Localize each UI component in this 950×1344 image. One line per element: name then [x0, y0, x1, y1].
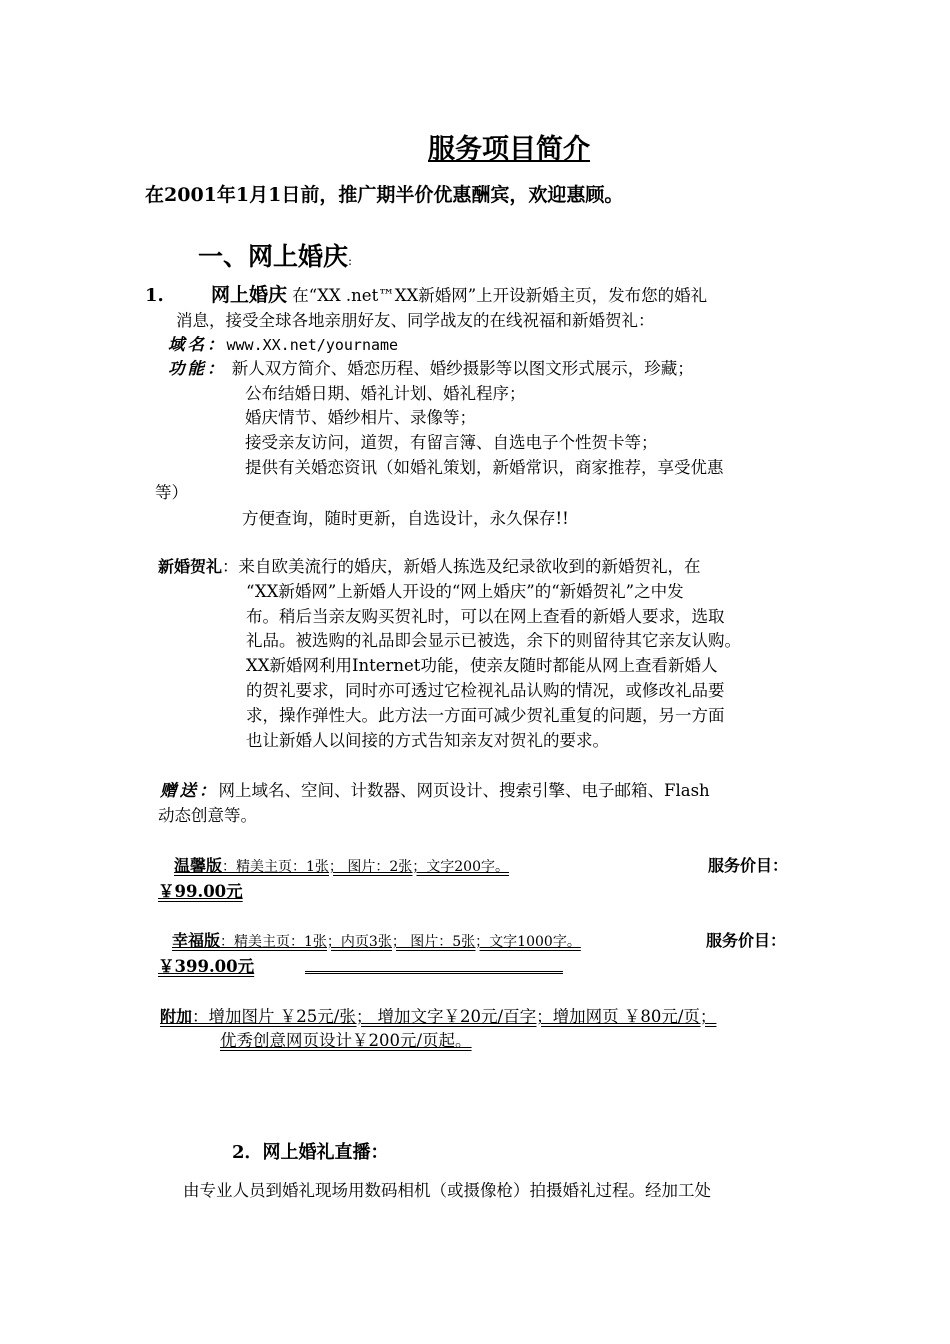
addon-line: 优秀创意网页设计￥200元/页起。: [220, 1031, 472, 1050]
gift-line: 求，操作弹性大。此方法一方面可减少贺礼重复的问题，另一方面: [246, 706, 725, 725]
addon-line: ：增加图片 ￥25元/张； 增加文字￥20元/百字；增加网页 ￥80元/页；: [192, 1007, 717, 1026]
item1-line2: 消息，接受全球各地亲朋好友、同学战友的在线祝福和新婚贺礼：: [176, 311, 655, 330]
gift-line: “XX新婚网”上新婚人开设的“网上婚庆”的“新婚贺礼”之中发: [246, 582, 684, 601]
package-warm-price: ￥99.00元: [158, 882, 243, 901]
gift-line: ：来自欧美流行的婚庆，新婚人拣选及纪录欲收到的新婚贺礼，在: [222, 557, 701, 576]
features-label: 功能：: [168, 359, 227, 378]
item1-name: 网上婚庆: [211, 284, 288, 306]
gift-label: 新婚贺礼: [158, 557, 223, 576]
features-line: 方便查询，随时更新，自选设计，永久保存!!: [242, 509, 569, 528]
promo-intro: 在2001年1月1日前，推广期半价优惠酬宾，欢迎惠顾。: [145, 184, 624, 206]
section-heading-colon: :: [348, 254, 353, 268]
addon-row: [160, 1007, 826, 1027]
features-line: 提供有关婚恋资讯（如婚礼策划，新婚常识，商家推荐，享受优惠: [245, 458, 724, 477]
bonus-line: 网上域名、空间、计数器、网页设计、搜索引擎、电子邮箱、Flash: [218, 781, 710, 800]
gift-line: 也让新婚人以间接的方式告知亲友对贺礼的要求。: [246, 731, 609, 750]
features-line: 公布结婚日期、婚礼计划、婚礼程序；: [245, 384, 526, 403]
features-line: 接受亲友访问，道贺，有留言簿、自选电子个性贺卡等；: [245, 433, 658, 452]
domain-row: [168, 335, 398, 355]
features-line: 婚庆情节、婚纱相片、录像等；: [245, 408, 476, 427]
addon-label: 附加: [160, 1007, 193, 1026]
package-happy-name: 幸福版: [172, 931, 221, 950]
page-title: 服务项目简介: [428, 134, 590, 165]
package-warm-name: 温馨版: [174, 856, 223, 875]
gift-line: 的贺礼要求，同时亦可透过它检视礼品认购的情况，或修改礼品要: [246, 681, 725, 700]
gift-line: 布。稍后当亲友购买贺礼时，可以在网上查看的新婚人要求，选取: [246, 607, 725, 626]
package-happy-row: [158, 931, 806, 952]
item1-text: 在“XX .net™XX新婚网”上开设新婚主页，发布您的婚礼: [287, 286, 708, 305]
domain-label: 域名：: [168, 335, 227, 354]
features-line: 新人双方简介、婚恋历程、婚纱摄影等以图文形式展示，珍藏；: [231, 359, 694, 378]
gift-line: XX新婚网利用Internet功能，使亲友随时都能从网上查看新婚人: [246, 656, 718, 675]
gift-line: 礼品。被选购的礼品即会显示已被选，余下的则留待其它亲友认购。: [246, 631, 741, 650]
package-warm-detail: ：精美主页：1张； 图片：2张；文字200字。: [222, 859, 510, 875]
features-row: [168, 359, 694, 379]
bonus-row: [160, 781, 710, 801]
divider: [305, 971, 563, 974]
package-warm-price-label: 服务价目：: [708, 856, 789, 875]
package-happy-detail: ：精美主页：1张；内页3张； 图片：5张；文字1000字。: [220, 934, 581, 950]
features-line: 等）: [155, 483, 188, 502]
bonus-line: 动态创意等。: [158, 806, 257, 825]
item2-heading: 2．网上婚礼直播：: [232, 1142, 389, 1163]
domain-value: www.XX.net/yourname: [226, 336, 399, 354]
section-heading-wedding-online: [198, 242, 352, 272]
package-happy-price: ￥399.00元: [158, 957, 255, 976]
item2-text: 由专业人员到婚礼现场用数码相机（或摄像枪）拍摄婚礼过程。经加工处: [183, 1181, 711, 1200]
package-happy-price-label: 服务价目：: [706, 931, 787, 950]
gift-row: [158, 557, 701, 577]
item1-line1: [145, 285, 707, 306]
item1-number: 1.: [145, 285, 164, 306]
bonus-label: 赠送：: [160, 781, 219, 800]
section-heading-text: 一、网上婚庆: [198, 242, 349, 271]
package-warm-row: [158, 856, 806, 877]
